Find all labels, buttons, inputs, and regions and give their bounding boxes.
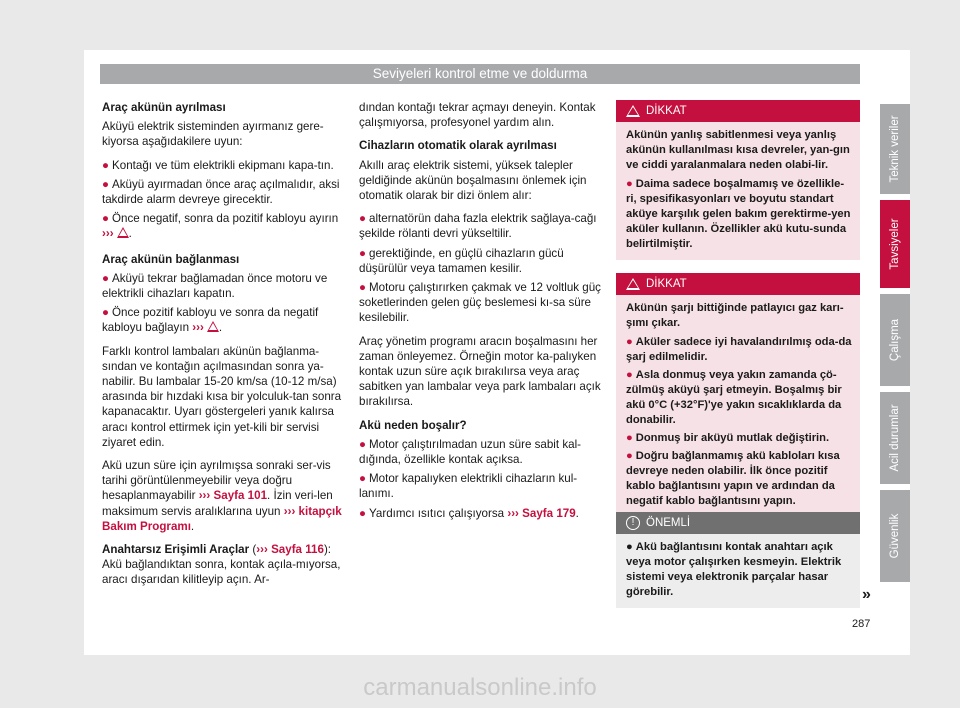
paragraph [102,542,348,588]
paragraph: dından kontağı tekrar açmayı deneyin. Kontak çalışmıyorsa, profesyonel yardım alın. [359,101,596,130]
list-item-text: Aküler sadece iyi havalandırılmış oda-da şarj edilmelidir. [626,336,852,363]
bullet-icon: ● [626,432,633,444]
bullet-icon: ● [359,281,367,295]
paragraph: Akü uzun süre için ayrılmışsa sonraki ser-vis tarihi görüntülenmeyebilir veya doğru hesaplanmayabilir ››› Sayfa 101. İzin veri-len maksimum servis aralıklarına uyun ››› kitapçık Bakım Programı. [102,459,342,533]
list-item-text: Aküyü ayırmadan önce araç açılmalıdır, aksi takdirde alarm devreye girecektir. [102,177,340,207]
bullet-icon: ● [359,506,367,520]
list-item-text: Asla donmuş veya yakın zamanda çö-zülmüş aküyü şarj etmeyin. Boşalmış bir akü 0°C (+32°F)'ye yakın sıcaklıklarda da donabilir. [626,369,842,426]
tab-calisma[interactable] [880,294,910,386]
list-item: ● Önce negatif, sonra da pozitif kabloyu ayırın ››› . [102,212,339,241]
booklet-link[interactable]: kitapçık Bakım Programı [102,504,342,533]
list-item-text: Aküyü tekrar bağlamadan önce motoru ve elektrikli cihazları kapatın. [102,271,328,301]
list-item-text: Yardımcı ısıtıcı çalışıyorsa [369,506,505,520]
tab-label: Acil durumlar [889,404,901,472]
paragraph: Farklı kontrol lambaları akünün bağlanma-sından ve kontağın açılmasından sonra ya-nabilir. Bu lambalar 15-20 km/sa (10-12 m/sa) arasında bir hızdaki kısa bir yolculuk-tan sonra kapanacaktır. Uyarı göstergeleri yanık kalırsa aracı kontrol ettirmek için yet-kili bir servisi ziyaret edin. [102,344,342,449]
list-item [626,177,852,252]
reference-arrows: ››› [256,543,268,557]
list-item-text: Daima sadece boşalmamış ve özellikle-ri, spesifikasyonları ve boyutu standart aküye karşılık gelen bakım gerektirme-yen aküler kullanın. Özellikler akü kutu-sunda belirtilmiştir. [626,178,851,250]
reference-arrows: ››› [507,506,519,520]
paragraph: Araç yönetim programı aracın boşalmasını her zaman önleyemez. Örneğin motor ka-palıyken kontak uzun süre açık bırakılırsa veya araç sabitken yan lambalar veya park lambaları açık bırakılırsa. [359,334,601,409]
tab-label: Çalışma [889,318,901,362]
warning-box-header [616,273,860,295]
paragraph-text: ): Akü bağlandıktan sonra, kontak açıla-mıyorsa, aracı dışarıdan kilitleyip açın. Ar- [102,543,341,587]
paragraph: Aküyü elektrik sisteminden ayırmanız gere-kiyorsa aşağıdakilere uyun: [102,120,324,149]
list-item-text: Motoru çalıştırırken çakmak ve 12 voltluk güç soketlerinden gelen güç beslemesi kı-sa süre kesilebilir. [359,281,601,325]
list-item: ● Yardımcı ısıtıcı çalışıyorsa ››› Sayfa 179. [359,506,579,520]
list-item [359,471,605,501]
inline-heading: Anahtarsız Erişimli Araçlar [102,543,250,557]
warning-box-header [616,100,860,122]
warning-triangle-icon [626,105,640,117]
bullet-icon: ● [359,246,367,260]
warning-box-body [616,295,860,517]
notice-box-body [616,534,860,608]
list-item [359,280,605,326]
column-2 [359,100,605,525]
warning-icon[interactable] [207,321,219,332]
reference-arrows[interactable]: ››› [192,321,204,335]
list-item-text: Önce pozitif kabloyu ve sonra da negatif kabloyu bağlayın [102,306,319,335]
page-title: Seviyeleri kontrol etme ve doldurma [100,64,860,84]
list-item [359,437,605,467]
bullet-icon: ● [626,178,633,190]
bullet-icon: ● [359,472,367,486]
list-item [626,540,852,600]
warning-box-title: DİKKAT [646,278,687,290]
bullet-icon: ● [102,271,110,285]
list-item-text: Motor kapalıyken elektrikli cihazların kul-lanımı. [359,472,578,501]
list-item [102,177,348,207]
section-heading: Araç akünün bağlanması [102,252,240,266]
reference-arrows: ››› [283,504,296,518]
bullet-icon: ● [102,158,110,172]
tab-acil-durumlar[interactable] [880,392,910,484]
bullet-icon: ● [626,450,633,462]
section-heading: Araç akünün ayrılması [102,101,226,114]
page-link[interactable]: Sayfa 101 [213,489,268,503]
list-item [359,246,605,276]
continued-icon: » [862,586,871,603]
list-item-text: Önce negatif, sonra da pozitif kabloyu ayırın [112,212,339,226]
list-item [626,335,852,365]
list-item-text: gerektiğinde, en güçlü cihazların gücü düşürülür veya tamamen kesilir. [359,246,564,275]
bullet-icon: ● [102,177,110,191]
bullet-icon: ● [626,541,633,553]
notice-box-header [616,512,860,534]
list-item-text: Kontağı ve tüm elektrikli ekipmanı kapa-tın. [112,158,334,172]
section-heading: Akü neden boşalır? [359,418,467,432]
list-item [102,271,348,301]
bullet-icon: ● [626,369,633,381]
tab-tavsiyeler[interactable] [880,200,910,288]
reference-arrows: ››› [198,489,211,503]
list-item-text: Motor çalıştırılmadan uzun süre sabit kal-dığında, özellikle kontak açıksa. [359,437,582,467]
warning-box-title: DİKKAT [646,105,687,117]
tab-guvenlik[interactable] [880,490,910,582]
list-item [626,449,852,509]
column-1 [102,100,348,588]
page-link[interactable]: Sayfa 116 [271,543,324,557]
bullet-icon: ● [102,212,110,226]
watermark: carmanualsonline.info [363,674,597,701]
list-item-text: alternatörün daha fazla elektrik sağlaya-cağı şekilde rölanti devri yükseltilir. [359,212,597,241]
exclamation-icon: ! [626,516,640,530]
warning-text: Akünün yanlış sabitlenmesi veya yanlış akünün kullanılması kısa devreler, yan-gın ve ciddi yaralanmalara neden olabi-lir. [626,129,850,171]
bullet-icon: ● [359,437,367,451]
list-item-text: Donmuş bir aküyü mutlak değiştirin. [635,432,830,444]
bullet-icon: ● [102,306,110,320]
reference-arrows[interactable]: ››› [102,227,114,241]
paren-open: ( [249,543,257,557]
section-heading: Cihazların otomatik olarak ayrılması [359,139,557,153]
warning-box-body [616,122,860,260]
notice-box [616,512,860,608]
bullet-icon: ● [359,212,367,226]
list-item-text: Akü bağlantısını kontak anahtarı açık veya motor çalışırken kesmeyin. Elektrik sistemi veya elektronik parçalar hasar görebilir. [626,541,842,598]
tab-label: Teknik veriler [889,115,901,183]
paragraph-text: Akü uzun süre için ayrılmışsa sonraki ser-vis tarihi görüntülenmeyebilir veya doğru hesaplanmayabilir [102,459,331,503]
warning-icon[interactable] [117,227,129,238]
list-item [102,158,348,173]
paragraph: Akıllı araç elektrik sistemi, yüksek talepler geldiğinde akünün boşalmasını önlemek için otomatik olarak bir dizi önlem alır: [359,158,587,203]
warning-box [616,273,860,517]
page-number: 287 [852,618,871,630]
paragraph-text: . İzin veri-len maksimum servis aralıklarına uyun [102,489,333,518]
list-item: ● Önce pozitif kabloyu ve sonra da negatif kabloyu bağlayın ››› . [102,306,319,335]
list-item [626,368,852,428]
warning-box [616,100,860,260]
warning-text: Akünün şarjı bittiğinde patlayıcı gaz karı-şımı çıkar. [626,302,844,329]
warning-triangle-icon [626,278,640,290]
tab-label: Güvenlik [889,513,901,559]
bullet-icon: ● [626,336,633,348]
notice-box-title: ÖNEMLİ [646,517,691,529]
tab-teknik-veriler[interactable] [880,104,910,194]
list-item-text: Doğru bağlanmamış akü kabloları kısa devreye neden olabilir. İlk önce pozitif kablo bağlantısını yapın ve ardından da negatif kablo bağlantısını yapın. [626,450,840,507]
list-item [626,431,852,446]
tab-label: Tavsiyeler [889,218,901,270]
list-item [359,211,605,241]
page-link[interactable]: Sayfa 179 [522,506,576,520]
